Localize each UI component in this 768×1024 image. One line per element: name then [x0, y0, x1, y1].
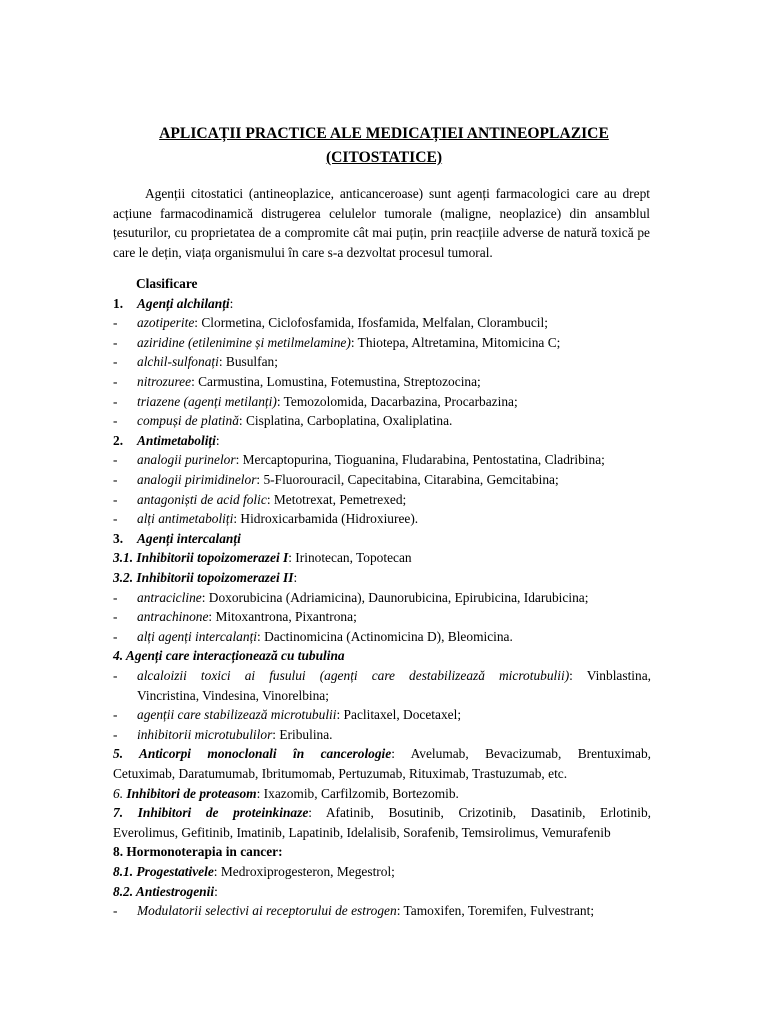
subsection-3-1: 3.1. Inhibitorii topoizomerazei I: Irinotecan, Topotecan [113, 550, 412, 565]
subsection-8-1: 8.1. Progestativele: Medroxiprogesteron, Megestrol; [113, 864, 395, 879]
intro-paragraph: Agenții citostatici (antineoplazice, anticanceroase) sunt agenți farmacologici care au drept acțiune farmacodinamică distrugerea celulelor tumorale (maligne, neoplazice) din ansamblul țesuturilor, cu proprietatea de a compromite cât mai puțin, prin reacțiile adverse de natură toxică pe care le dețin, viața organismului în care s-a dezvoltat procesul tumoral. [113, 186, 650, 260]
section-7-continuation: Everolimus, Gefitinib, Imatinib, Lapatinib, Idelalisib, Sorafenib, Temsirolimus, Vemurafenib [113, 825, 611, 840]
classification-heading: Clasificare [136, 276, 198, 291]
title-line-2: (CITOSTATICE) [325, 149, 443, 166]
title-line-1: APLICAȚII PRACTICE ALE MEDICAȚIEI ANTINEOPLAZICE [159, 125, 609, 142]
document-page: APLICAȚII PRACTICE ALE MEDICAȚIEI ANTINEOPLAZICE (CITOSTATICE) Agenții citostatici (antineoplazice, anticanceroase) sunt agenți farmacologici care au drept acțiune farmacodinamică distrugerea celulelor tumorale (maligne, neoplazice) din ansamblul țesuturilor, cu proprietatea de a compromite cât mai puțin, prin reacțiile adverse de natură toxică pe care le dețin, viața organismului în care s-a dezvoltat procesul tumoral. Clasificare 1. Agenți alchilanți: - azotiperite: Clormetina, Ciclofosfamida, Ifosfamida, Melfalan, Clorambucil; - aziridine (etilenimine și metilmelamine): Thiotepa, Altretamina, Mitomicina C; - alchil-sulfonați: Busulfan; - nitrozuree: Carmustina, Lomustina, Fotemustina, Streptozocina; - triazene (agenți metilanți): Temozolomida, Dacarbazina, Procarbazina; - compuși de platină: Cisplatina, Carboplatina, Oxaliplatina. 2. Antimetaboliți: - analogii purinelor: Mercaptopurina, Tioguanina, Fludarabina, Pentostatina, Cladribina; - analogii pirimidinelor: 5-Fluorouracil, Capecitabina, Citarabina, Gemcitabina; - antagoniști de acid folic: Metotrexat, Pemetrexed; - alți antimetaboliți: Hidroxicarbamida (Hidroxiuree). 3. Agenți intercalanți 3.1. Inhibitorii topoizomerazei I: Irinotecan, Topotecan 3.2. Inhibitorii topoizomerazei II: - antracicline: Doxorubicina (Adriamicina), Daunorubicina, Epirubicina, Idarubicina; - antrachinone: Mitoxantrona, Pixantrona; - alți agenți intercalanți: Dactinomicina (Actinomicina D), Bleomicina. 4. Agenți care interacționează cu tubulina - alcaloizii toxici ai fusului (agenți care destabilizează microtubulii): Vinblastina, Vincristina, Vindesina, Vinorelbina; - agenții care stabilizează microtubulii: Paclitaxel, Docetaxel; - inhibitorii microtubulilor: Eribulina. 5. Anticorpi monoclonali în cancerologie: Avelumab, Bevacizumab, Brentuximab, Cetuximab, Daratumumab, Ibritumomab, Pertuzumab, Rituximab, Trastuzumab, etc. 6. Inhibitori de proteasom: Ixazomib, Carfilzomib, Bortezomib. 7. Inhibitori de proteinkinaze: Afatinib, Bosutinib, Crizotinib, Dasatinib, Erlotinib, Everolimus, Gefitinib, Imatinib, Lapatinib, Idelalisib, Sorafenib, Temsirolimus, Vemurafenib 8. Hormonoterapia in cancer: 8.1. Progestativele: Medroxiprogesteron, Megestrol; 8.2. Antiestrogenii: - Modulatorii selectivi ai receptorului de estrogen: Tamoxifen, Toremifen, Fulvestrant; [0, 0, 768, 1024]
section-7-heading: 7. Inhibitori de proteinkinaze: Afatinib, Bosutinib, Crizotinib, Dasatinib, Erlotinib, [113, 805, 651, 820]
section-5-continuation: Cetuximab, Daratumumab, Ibritumomab, Pertuzumab, Rituximab, Trastuzumab, etc. [113, 766, 568, 781]
section-6-heading: 6. Inhibitori de proteasom: Ixazomib, Carfilzomib, Bortezomib. [113, 786, 459, 801]
subsection-8-2: 8.2. Antiestrogenii: [113, 884, 218, 899]
section-8-heading: 8. Hormonoterapia in cancer: [113, 844, 283, 859]
section-5-heading: 5. Anticorpi monoclonali în cancerologie: Avelumab, Bevacizumab, Brentuximab, [113, 746, 651, 761]
section-4-heading: 4. Agenți care interacționează cu tubulina [113, 648, 345, 663]
subsection-3-2: 3.2. Inhibitorii topoizomerazei II: [113, 570, 298, 585]
